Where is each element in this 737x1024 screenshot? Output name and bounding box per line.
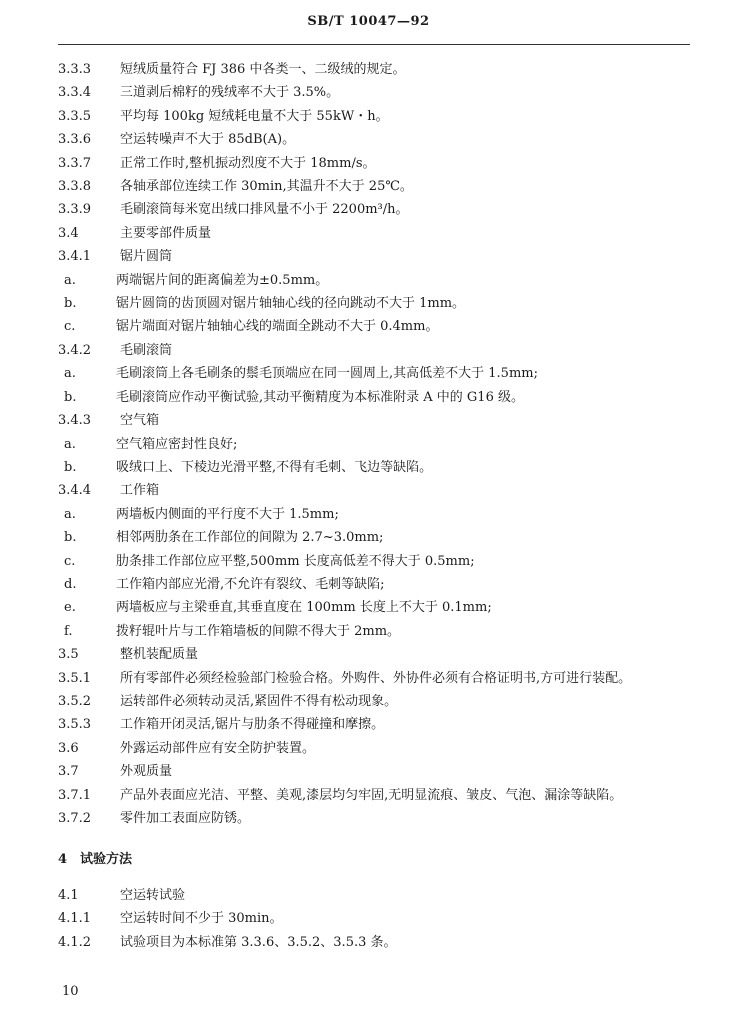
spacer: [58, 872, 688, 884]
clause-line: [58, 152, 688, 175]
document-body: [58, 58, 688, 954]
clause-line: [58, 128, 688, 151]
clause-number: f.: [64, 623, 73, 639]
sub-item: [58, 620, 688, 643]
clause-3-4-2-items: [58, 362, 688, 409]
clause-text: 外观质量: [120, 764, 173, 780]
clause-text: 两墙板应与主梁垂直,其垂直度在 100mm 长度上不大于 0.1mm;: [116, 600, 492, 616]
clause-number: 3.3.3: [58, 62, 92, 77]
clause-number: b.: [64, 459, 77, 475]
clause-number: 4.1: [58, 887, 79, 903]
clause-text: 肋条排工作部位应平整,500mm 长度高低差不得大于 0.5mm;: [116, 553, 475, 569]
clause-line: [58, 245, 688, 268]
clause-number: b.: [64, 296, 77, 312]
clause-number: 3.3.6: [58, 132, 92, 148]
sub-item: [58, 596, 688, 619]
sub-item: [58, 456, 688, 479]
clause-heading: 3.4.4 工作箱: [58, 483, 160, 499]
clause-text: 运转部件必须转动灵活,紧固件不得有松动现象。: [120, 693, 398, 709]
clause-number: a.: [64, 272, 76, 288]
clause-number: 3.3.9: [58, 202, 92, 218]
clause-text: 锯片端面对锯片轴轴心线的端面全跳动不大于 0.4mm。: [116, 319, 439, 335]
clause-3-4-4-items: [58, 503, 688, 643]
sub-item: [58, 503, 688, 526]
clause-number: 4.1.1: [58, 911, 92, 927]
clause-heading: 3.5 整机装配质量: [58, 647, 199, 663]
clauses-4-1: [58, 884, 688, 954]
clause-number: c.: [64, 319, 76, 335]
clauses-3-3: [58, 58, 688, 269]
clause-heading: 3.4.2 毛刷滚筒: [58, 342, 173, 358]
sub-item: [58, 362, 688, 385]
clause-text: 各轴承部位连续工作 30min,其温升不大于 25℃。: [120, 179, 413, 195]
clause-line: [58, 760, 688, 783]
clause-text: 产品外表面应光洁、平整、美观,漆层均匀牢固,无明显流痕、皱皮、气泡、漏涂等缺陷。: [120, 787, 623, 803]
clause-number: d.: [64, 576, 77, 592]
clause-text: 零件加工表面应防锈。: [120, 811, 251, 826]
clause-text: 空运转时间不少于 30min。: [120, 911, 283, 927]
clause-line: [58, 807, 688, 830]
clause-number: 3.3.5: [58, 108, 92, 124]
clause-text: 空运转噪声不大于 85dB(A)。: [120, 132, 296, 148]
page-header: [0, 14, 737, 29]
clause-number: b.: [64, 530, 77, 546]
clause-text: 试验项目为本标准第 3.3.6、3.5.2、3.5.3 条。: [120, 934, 397, 950]
clause-number: e.: [64, 600, 76, 616]
clause-line: [58, 907, 688, 930]
clause-text: 毛刷滚筒上各毛刷条的鬃毛顶端应在同一圆周上,其高低差不大于 1.5mm;: [116, 366, 538, 382]
clause-number: 3.3.8: [58, 179, 92, 195]
clause-number: 3.3.7: [58, 155, 92, 171]
clause-number: 4.1.2: [58, 934, 92, 950]
clause-line: [58, 713, 688, 736]
standard-code: SB/T 10047—92: [307, 14, 430, 29]
section-4-heading: 4 试验方法: [58, 852, 133, 868]
clause-line: [58, 690, 688, 713]
clauses-3-5-to-3-7: [58, 690, 688, 830]
clause-text: 外露运动部件应有安全防护装置。: [120, 740, 316, 756]
clause-text: 空气箱应密封性良好;: [116, 436, 238, 452]
clause-number: c.: [64, 553, 76, 569]
clause-line: [58, 884, 688, 907]
clause-number: a.: [64, 366, 76, 382]
sub-item: [58, 550, 688, 573]
clause-number: 3.5.3: [58, 717, 92, 733]
clause-line: [58, 222, 688, 245]
clause-number: b.: [64, 389, 77, 405]
clause-heading: 3.4.3 空气箱: [58, 413, 160, 429]
clause-number: 3.4: [58, 225, 79, 241]
clause-text: 相邻两肋条在工作部位的间隙为 2.7~3.0mm;: [116, 530, 384, 546]
clause-text: 短绒质量符合 FJ 386 中各类一、二级绒的规定。: [120, 62, 406, 77]
clause-number: 3.6: [58, 740, 79, 756]
clause-text: 吸绒口上、下棱边光滑平整,不得有毛刺、飞边等缺陷。: [116, 459, 433, 475]
sub-item: [58, 573, 688, 596]
clause-line: [58, 105, 688, 128]
clause-number: 3.7.2: [58, 811, 92, 826]
header-rule: [58, 44, 690, 45]
clause-text: 毛刷滚筒每米宽出绒口排风量不小于 2200m³/h。: [120, 202, 409, 218]
clause-text: 三道剥后棉籽的残绒率不大于 3.5%。: [120, 85, 340, 101]
clause-number: a.: [64, 436, 76, 452]
clause-number: 3.3.4: [58, 85, 92, 101]
sub-item: [58, 269, 688, 292]
clause-line: [58, 175, 688, 198]
clause-line: [58, 931, 688, 954]
clause-text: 毛刷滚筒应作动平衡试验,其动平衡精度为本标准附录 A 中的 G16 级。: [116, 389, 524, 405]
page-number: 10: [62, 984, 79, 999]
clause-number: a.: [64, 506, 76, 522]
clause-text: 拨籽辊叶片与工作箱墙板的间隙不得大于 2mm。: [116, 623, 401, 639]
clause-text: 两墙板内侧面的平行度不大于 1.5mm;: [116, 506, 339, 522]
clause-line: [58, 81, 688, 104]
sub-item: [58, 433, 688, 456]
clause-number: 3.4.1: [58, 249, 92, 265]
clause-line: [58, 198, 688, 221]
spacer: [58, 830, 688, 848]
clause-number: 3.5.2: [58, 693, 92, 709]
sub-item: [58, 526, 688, 549]
sub-item: [58, 292, 688, 315]
clause-3-5-1: 3.5.1 所有零部件必须经检验部门检验合格。外购件、外协件必须有合格证明书,方可进行装配。: [58, 670, 632, 686]
clause-text: 平均每 100kg 短绒耗电量不大于 55kW・h。: [120, 108, 389, 124]
clause-text: 锯片圆筒的齿顶圆对锯片轴轴心线的径向跳动不大于 1mm。: [116, 296, 466, 312]
clause-number: 3.7: [58, 764, 79, 780]
clause-text: 空运转试验: [120, 887, 186, 903]
clause-text: 主要零部件质量: [120, 225, 212, 241]
sub-item: [58, 315, 688, 338]
sub-item: [58, 386, 688, 409]
clause-text: 锯片圆筒: [120, 249, 173, 265]
clause-text: 正常工作时,整机振动烈度不大于 18mm/s。: [120, 155, 376, 171]
clause-line: [58, 784, 688, 807]
clause-text: 工作箱内部应光滑,不允许有裂纹、毛刺等缺陷;: [116, 576, 385, 592]
clause-line: [58, 58, 688, 81]
clause-text: 两端锯片间的距离偏差为±0.5mm。: [116, 272, 329, 288]
clause-text: 工作箱开闭灵活,锯片与肋条不得碰撞和摩擦。: [120, 717, 385, 733]
clause-line: [58, 737, 688, 760]
clause-3-4-1-items: [58, 269, 688, 339]
clause-number: 3.7.1: [58, 787, 92, 803]
clause-3-4-3-items: [58, 433, 688, 480]
